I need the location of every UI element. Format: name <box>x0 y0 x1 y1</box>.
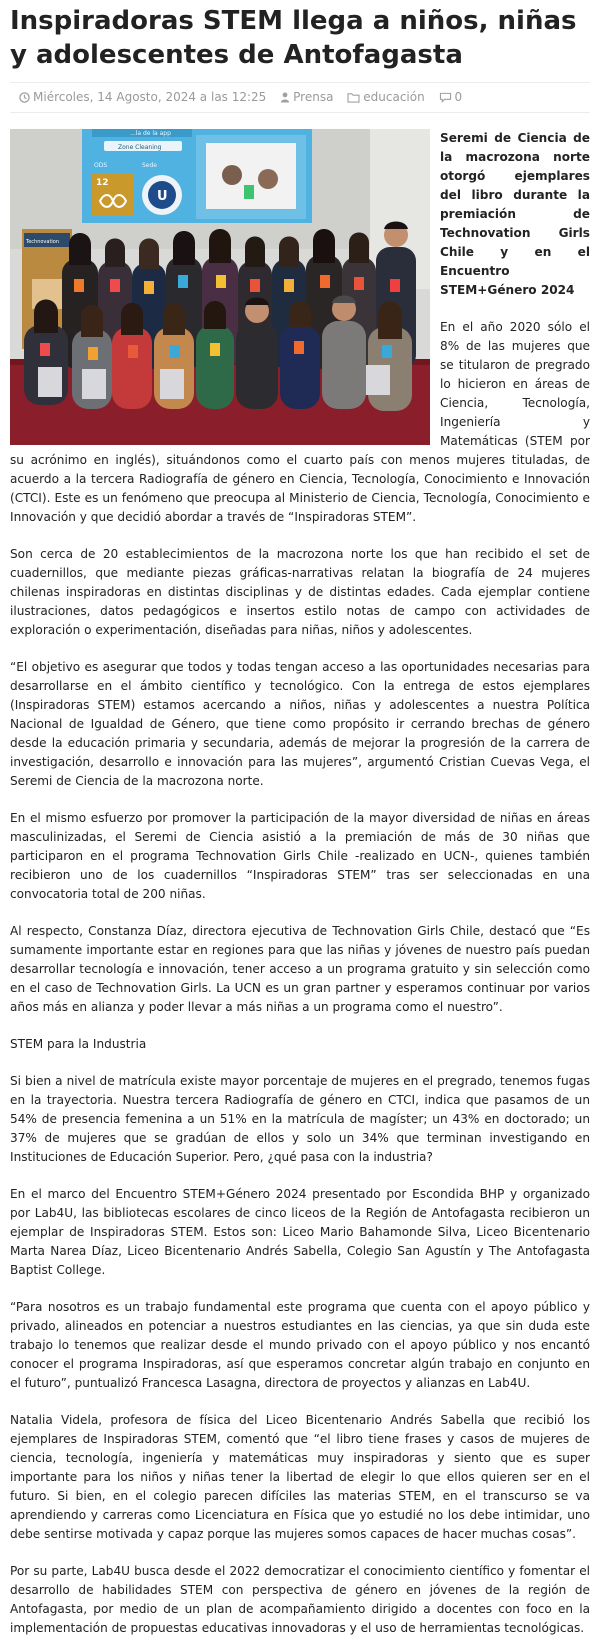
paragraph-9: Natalia Videla, profesora de física del Liceo Bicentenario Andrés Sabella que recibió los ejemplares de Inspiradoras STEM, comentó que “el libro tiene frases y casos de mujeres de ciencia, tecnología, ingeniería y matemáticas muy inspiradoras y siento que es super importante para los niños y niñas tener la libertad de elegir lo que ellos quieren ser en el futuro. Si bien, en el colegio parecen difíciles las materias STEM, en el transcurso se va aprendiendo y carreras como Licenciatura en Física que yo estudié no los debe intimidar, uno debe sentirse motivada y capaz porque las mujeres somos capaces de hacer muchas cosas”. <box>10 1413 590 1541</box>
paragraph-1: En el año 2020 sólo el 8% de las mujeres que se titularon de pregrado lo hicieron en áreas de Ciencia, Tecnología, Ingeniería y Matemáticas (STEM por su acrónimo en inglés), situándonos como el cuarto país con menos mujeres tituladas, de acuerdo a la tercera Radiografía de género en Ciencia, Tecnología, Conocimiento e Innovación (CTCI). Este es un fenómeno que preocupa al Ministerio de Ciencia, Tecnología, Conocimiento e Innovación y que decidió abordar a través de “Inspiradoras STEM”. <box>10 320 590 524</box>
section-subheading: STEM para la Industria <box>10 1037 147 1051</box>
paragraph-10: Por su parte, Lab4U busca desde el 2022 democratizar el conocimiento científico y fomentar el desarrollo de habilidades STEM con perspectiva de género en jóvenes de la región de Antofagasta, por medio de un plan de acompañamiento dirigido a docentes con foco en la implementación de propuestas educativas innovadoras y el uso de herramientas tecnológicas. <box>10 1564 590 1635</box>
comment-icon <box>439 92 452 103</box>
user-icon <box>280 92 290 103</box>
paragraph-6: Si bien a nivel de matrícula existe mayor porcentaje de mujeres en el pregrado, tenemos fugas en la trayectoria. Nuestra tercera Radiografía de género en CTCI, indica que pasamos de un 54% de presencia femenina a un 51% en la matrícula de magíster; un 43% en doctorado; un 37% de mujeres que se gradúan de ellos y solo un 34% que terminan investigando en Instituciones de Educación Superior. Pero, ¿qué pasa con la industria? <box>10 1074 590 1164</box>
article-lead: Seremi de Ciencia de la macrozona norte otorgó ejemplares del libro durante la premiación de Technovation Girls Chile y en el Encuentro STEM+Género 2024 <box>440 131 590 297</box>
clock-icon <box>19 92 30 103</box>
paragraph-2: Son cerca de 20 establecimientos de la macrozona norte los que han recibido el set de cuadernillos, que mediante piezas gráficas-narrativas relatan la biografía de 24 mujeres chilenas inspiradoras en distintas disciplinas y de distintas edades. Cada ejemplar contiene ilustraciones, datos pedagógicos e insertos estilo notas de campo con actividades de exploración o experimentación, diseñadas para niñas, niños y adolescentes. <box>10 547 590 637</box>
svg-text:U: U <box>157 189 168 204</box>
screen-title-text: Zone Cleaning <box>118 144 162 151</box>
paragraph-8: “Para nosotros es un trabajo fundamental este programa que cuenta con el apoyo público y privado, alineados en potenciar a nuestros estudiantes en las ciencias, ya que sin duda este trabajo lo tenemos que realizar desde el mundo privado con el apoyo público y nos encantó conocer el programa Inspiradoras, así que esperamos concretar algún trabajo en conjunto en el futuro”, puntualizó Francesca Lasagna, directora de proyectos y alianzas en Lab4U. <box>10 1300 590 1390</box>
meta-category[interactable] <box>347 90 428 104</box>
banner-text: Technovation <box>26 239 60 245</box>
screen-sede-text: Sede <box>142 162 157 169</box>
article-title: Inspiradoras STEM llega a niños, niñas y adolescentes de Antofagasta <box>10 6 577 70</box>
meta-author-text: Prensa <box>293 90 334 104</box>
article-meta <box>10 82 590 113</box>
screen-ods-text: ODS <box>94 162 108 169</box>
folder-icon <box>347 92 360 103</box>
meta-category-text: educación <box>363 90 425 104</box>
meta-comments[interactable] <box>439 90 463 104</box>
paragraph-3: “El objetivo es asegurar que todos y todas tengan acceso a las oportunidades necesarias para desarrollarse en el ámbito científico y tecnológico. Con la entrega de estos ejemplares (Inspiradoras STEM) estamos acercando a niños, niñas y adolescentes a nuestra Política Nacional de Igualdad de Género, que tiene como propósito ir cerrando brechas de género desde la educación primaria y secundaria, además de mejorar la progresión de la carrera de investigación, desarrollo e innovación para las mujeres”, argumentó Cristian Cuevas Vega, el Seremi de Ciencia de la macrozona norte. <box>10 660 590 788</box>
screen-header-text: ...la de la app <box>130 130 171 137</box>
group-photo-illustration <box>10 129 430 445</box>
sdg-number: 12 <box>96 178 109 188</box>
meta-author[interactable] <box>280 90 337 104</box>
meta-date <box>19 90 270 104</box>
meta-date-text: Miércoles, 14 Agosto, 2024 a las 12:25 <box>33 90 267 104</box>
meta-comments-count: 0 <box>454 90 463 104</box>
paragraph-5: Al respecto, Constanza Díaz, directora ejecutiva de Technovation Girls Chile, destacó que “Es sumamente importante estar en regiones para que las niñas y jóvenes de nuestro país puedan desarrollar tecnología e innovación, tener acceso a un programa gratuito y sin selección como en el caso de Technovation Girls. La UCN es un gran partner y esperamos continuar por varios años más en alianza y poder llevar a más niñas a un programa como el nuestro”. <box>10 924 590 1014</box>
paragraph-7: En el marco del Encuentro STEM+Género 2024 presentado por Escondida BHP y organizado por Lab4U, las bibliotecas escolares de cinco liceos de la Región de Antofagasta recibieron un ejemplar de Inspiradoras STEM. Estos son: Liceo Mario Bahamonde Silva, Liceo Bicentenario Marta Narea Díaz, Liceo Bicentenario Andrés Sabella, Colegio San Agustín y The Antofagasta Baptist College. <box>10 1187 590 1277</box>
article-body <box>10 129 590 1638</box>
article-container <box>0 2 600 1638</box>
article-photo <box>10 129 430 445</box>
paragraph-4: En el mismo esfuerzo por promover la participación de la mayor diversidad de niñas en áreas masculinizadas, el Seremi de Ciencia asistió a la premiación de más de 30 niñas que participaron en el programa Technovation Girls Chile -realizado en UCN-, quienes también recibieron uno de los cuadernillos “Inspiradoras STEM” tras ser seleccionadas en una convocatoria total de 200 niñas. <box>10 811 590 901</box>
